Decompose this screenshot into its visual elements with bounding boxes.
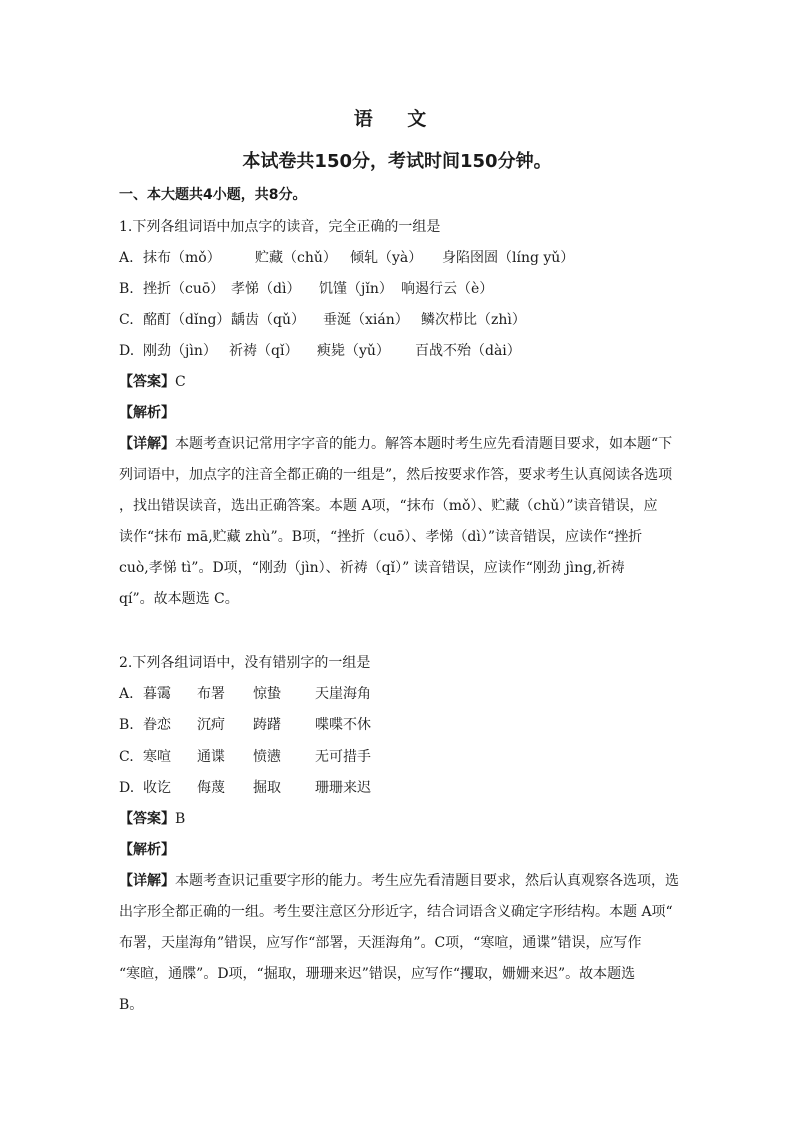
- option-item: 寒喧: [143, 749, 171, 765]
- option-item: 喋喋不休: [315, 717, 371, 733]
- option-letter: B.: [119, 717, 134, 733]
- answer-tag: 【答案】: [119, 374, 175, 390]
- answer-value: B: [175, 811, 186, 827]
- option-item: 饥馑（jǐn）: [319, 281, 393, 297]
- option-item: 酩酊（dǐng）: [143, 312, 231, 328]
- exam-info: 本试卷共150分，考试时间150分钟。: [242, 151, 552, 172]
- option-item: 通谍: [197, 749, 225, 765]
- question-1-option-d: [119, 341, 521, 361]
- option-item: 祈祷（qǐ）: [229, 343, 299, 359]
- option-item: 瘐毙（yǔ）: [317, 343, 390, 359]
- question-2-analysis-tag: 【解析】: [119, 842, 175, 858]
- detail-line: 本题考查识记常用字字音的能力。解答本题时考生应先看清题目要求，如本题“下: [175, 436, 673, 452]
- option-letter: A.: [119, 686, 134, 702]
- option-item: 垂涎（xián）: [323, 312, 409, 328]
- option-letter: D.: [119, 780, 135, 796]
- option-item: 布署: [197, 686, 225, 702]
- detail-line: B。: [119, 997, 144, 1013]
- option-item: 贮藏（chǔ）: [255, 250, 337, 266]
- question-2-answer: [119, 809, 185, 829]
- section-heading: 一、本大题共4小题，共8分。: [119, 187, 307, 203]
- detail-tag: 【详解】: [119, 873, 175, 889]
- option-item: 天崖海角: [315, 686, 371, 702]
- option-item: 侮蔑: [197, 780, 225, 796]
- detail-line: 本题考查识记重要字形的能力。考生应先看清题目要求，然后认真观察各选项，选: [175, 873, 679, 889]
- detail-line: ，找出错误读音，选出正确答案。本题 A项，“抹布（mǒ）、贮藏（chǔ）”读音错误，应: [119, 498, 658, 514]
- option-item: 倾轧（yà）: [350, 250, 423, 266]
- question-1-detail: [119, 429, 679, 615]
- option-item: 身陷囹圄（líng yǔ）: [442, 250, 575, 266]
- detail-line: 读作“抹布 mā,贮藏 zhù”。B项，“挫折（cuō）、孝悌（dì）”读音错误，应读作“挫折: [119, 529, 643, 545]
- detail-line: “寒暄，通牒”。D项，“掘取，珊珊来迟”错误，应写作“攫取，姗姗来迟”。故本题选: [119, 966, 636, 982]
- detail-line: 列词语中，加点字的注音全都正确的一组是”，然后按要求作答，要求考生认真阅读各选项: [119, 467, 673, 483]
- option-letter: C.: [119, 312, 134, 328]
- option-item: 孝悌（dì）: [231, 281, 301, 297]
- option-item: 掘取: [253, 780, 281, 796]
- option-letter: C.: [119, 749, 134, 765]
- option-item: 挫折（cuō）: [143, 281, 225, 297]
- option-item: 响遏行云（è）: [401, 281, 494, 297]
- detail-line: 布署，天崖海角”错误，应写作“部署，天涯海角”。C项，“寒喧，通谍”错误，应写作: [119, 935, 642, 951]
- question-1-option-c: [119, 310, 526, 330]
- option-item: 鳞次栉比（zhì）: [421, 312, 526, 328]
- question-2-stem: 2.下列各组词语中，没有错别字的一组是: [119, 655, 371, 671]
- question-1-answer: [119, 372, 186, 392]
- question-1-analysis-tag: 【解析】: [119, 405, 175, 421]
- option-item: 龋齿（qǔ）: [231, 312, 305, 328]
- option-item: 眷恋: [143, 717, 171, 733]
- question-1-option-a: [119, 248, 574, 268]
- question-1-stem: 1.下列各组词语中加点字的读音，完全正确的一组是: [119, 219, 441, 235]
- page-title: 语 文: [353, 108, 441, 130]
- question-2-option-c: [119, 747, 371, 767]
- detail-tag: 【详解】: [119, 436, 175, 452]
- option-item: 暮霭: [143, 686, 171, 702]
- option-item: 百战不殆（dài）: [415, 343, 521, 359]
- detail-line: cuò,孝悌 tì”。D项，“刚劲（jìn）、祈祷（qǐ）” 读音错误，应读作“刚劲 jìng,祈祷: [119, 560, 625, 576]
- option-item: 收讫: [143, 780, 171, 796]
- option-item: 踌躇: [253, 717, 281, 733]
- question-1-option-b: [119, 279, 493, 299]
- question-2-detail: [119, 866, 679, 1021]
- detail-line: qí”。故本题选 C。: [119, 591, 239, 607]
- answer-value: C: [175, 374, 186, 390]
- option-item: 惊蛰: [253, 686, 281, 702]
- option-letter: D.: [119, 343, 135, 359]
- option-item: 刚劲（jìn）: [143, 343, 217, 359]
- option-item: 无可措手: [315, 749, 371, 765]
- question-2-option-d: [119, 778, 371, 798]
- option-letter: B.: [119, 281, 134, 297]
- question-2-option-b: [119, 715, 371, 735]
- detail-line: 出字形全都正确的一组。考生要注意区分形近字，结合词语含义确定字形结构。本题 A项“: [119, 904, 673, 920]
- answer-tag: 【答案】: [119, 811, 175, 827]
- option-item: 沉疴: [197, 717, 225, 733]
- option-letter: A.: [119, 250, 134, 266]
- question-2-option-a: [119, 684, 371, 704]
- option-item: 愤懑: [253, 749, 281, 765]
- option-item: 抹布（mǒ）: [143, 250, 221, 266]
- option-item: 珊珊来迟: [315, 780, 371, 796]
